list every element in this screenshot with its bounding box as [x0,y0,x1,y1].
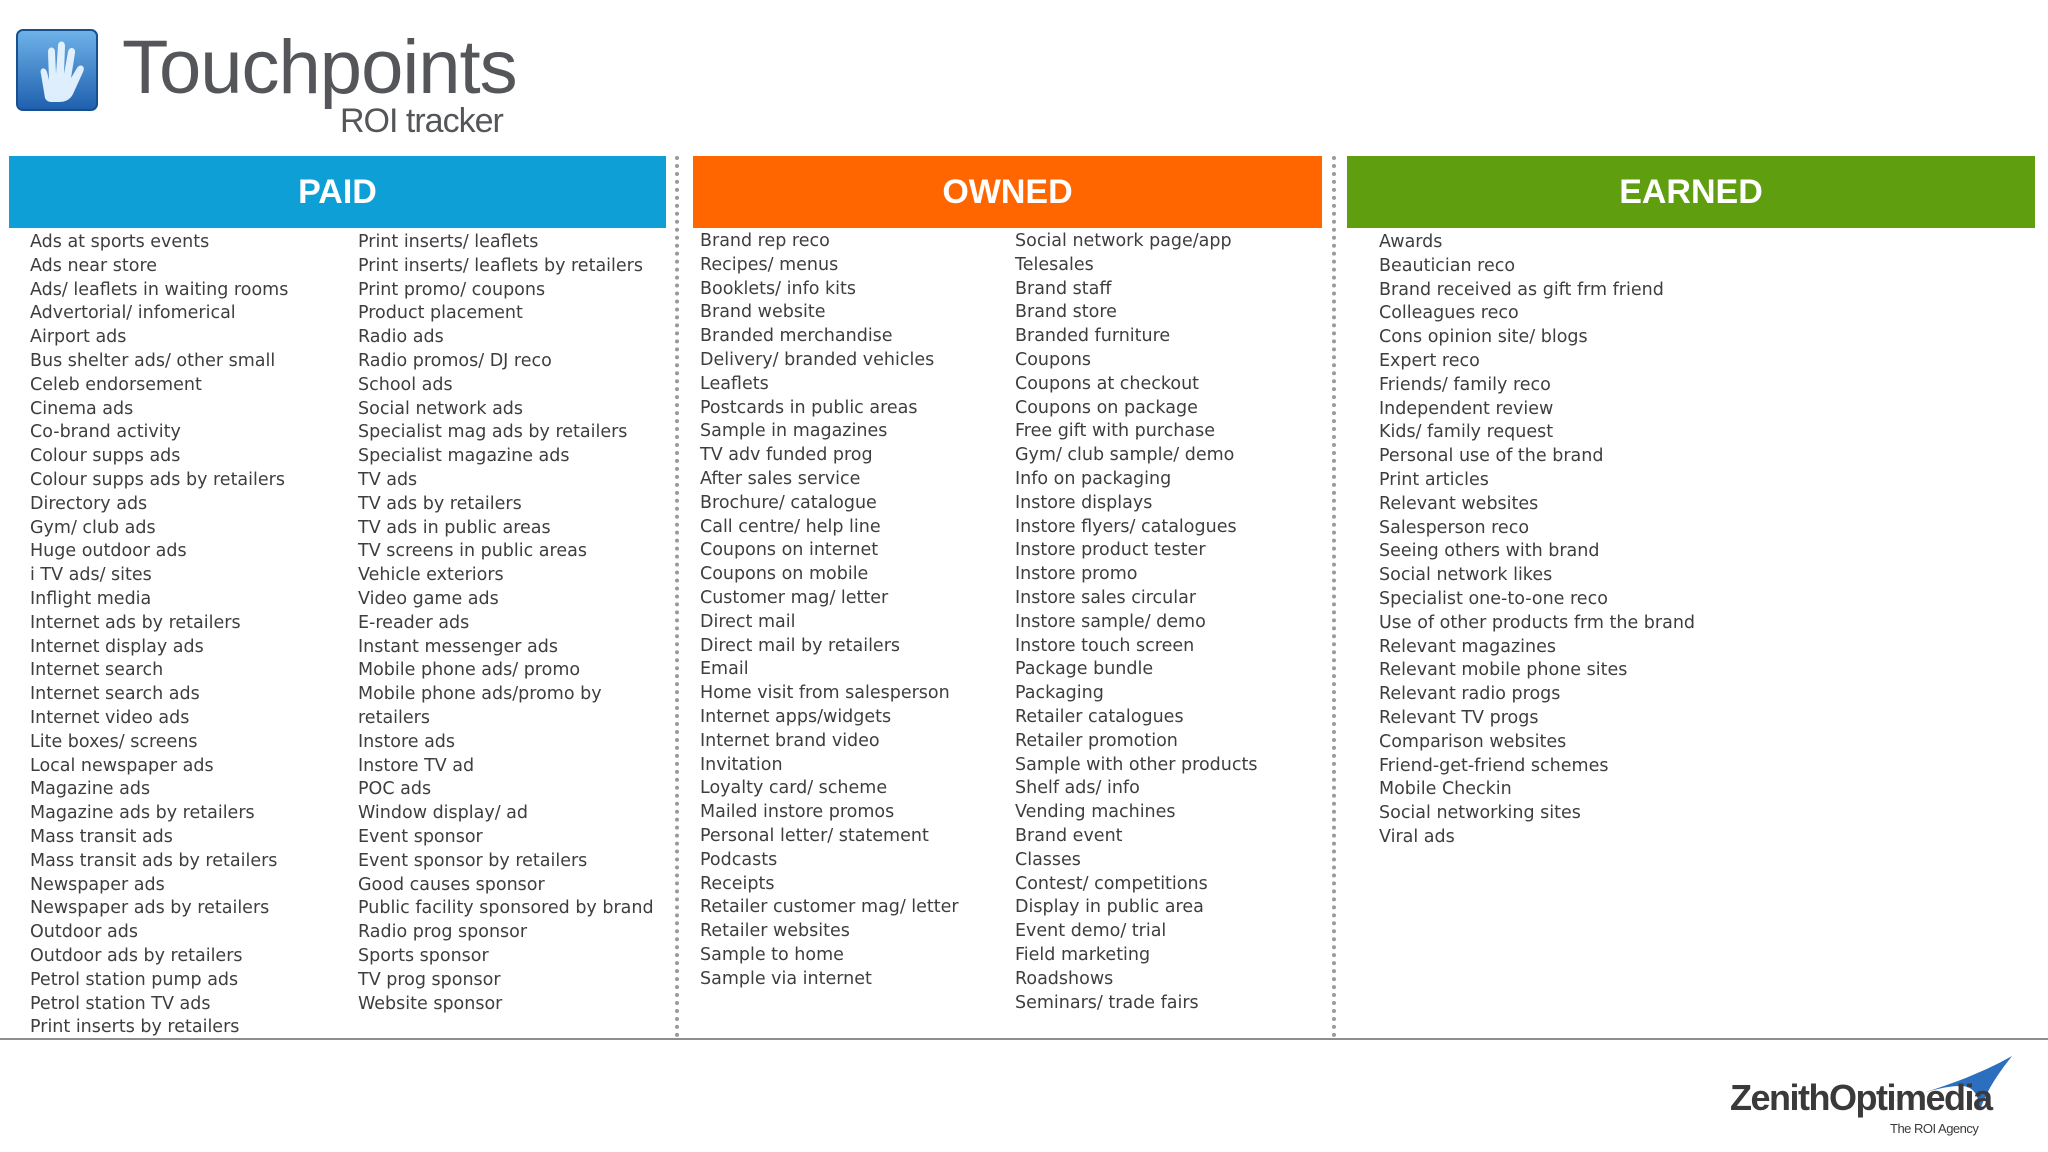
list-item: Receipts [700,873,775,894]
list-item: Mass transit ads by retailers [30,850,278,871]
list-item: TV ads by retailers [358,493,522,514]
list-item: Sample via internet [700,968,872,989]
list-item: Seeing others with brand [1379,541,1600,562]
list-item: Event sponsor by retailers [358,850,588,871]
list-item: Specialist mag ads by retailers [358,422,628,443]
list-item: Relevant magazines [1379,636,1556,657]
list-item: Vending machines [1015,802,1176,823]
list-item: Instant messenger ads [358,636,558,657]
list-item: Cinema ads [30,398,134,419]
list-item: Coupons on mobile [700,564,869,585]
list-item: Free gift with purchase [1015,421,1215,442]
list-item: Salesperson reco [1379,517,1530,538]
list-item: Retailer catalogues [1015,706,1184,727]
list-item: Personal letter/ statement [700,825,929,846]
list-item: Window display/ ad [358,803,528,824]
list-item: POC ads [358,779,432,800]
list-item: Seminars/ trade fairs [1015,992,1199,1013]
list-item: Brand received as gift frm friend [1379,279,1664,300]
earned-header [1347,156,2035,228]
list-item: Print articles [1379,469,1489,490]
list-item: Relevant radio progs [1379,684,1561,705]
list-item: Relevant mobile phone sites [1379,660,1628,681]
list-item: Display in public area [1015,897,1204,918]
paid-list-column-2 [358,231,654,1016]
list-item: Retailer customer mag/ letter [700,897,959,918]
column-divider [1332,156,1336,1038]
list-item: Use of other products frm the brand [1379,612,1696,633]
list-item: Print inserts/ leaflets [358,232,539,252]
owned-list-column-1 [700,230,959,992]
list-item: Radio ads [358,327,444,348]
list-item: Friend-get-friend schemes [1379,755,1609,776]
list-item: Advertorial/ infomerical [30,303,236,324]
list-item: Mobile Checkin [1379,779,1512,800]
list-item: Shelf ads/ info [1015,778,1140,799]
list-item: Package bundle [1015,659,1154,680]
list-item: Social networking sites [1379,803,1581,824]
owned-header-label: OWNED [942,172,1073,211]
list-item: Ads at sports events [30,232,210,252]
list-item: Brand staff [1015,278,1112,299]
list-item: Mobile phone ads/promo by [358,684,602,705]
list-item: Radio prog sponsor [358,922,528,943]
list-item: Relevant TV progs [1379,707,1539,728]
list-item: Social network likes [1379,565,1553,586]
list-item: TV ads [358,469,418,490]
list-item: Outdoor ads [30,922,138,943]
list-item: Colour supps ads by retailers [30,469,285,490]
list-item: Direct mail [700,611,796,632]
list-item: Friends/ family reco [1379,374,1551,395]
list-item: Print promo/ coupons [358,279,546,300]
list-item: Classes [1015,849,1081,870]
paid-header-label: PAID [298,172,377,211]
owned-header [693,156,1322,228]
list-item: Podcasts [700,849,778,870]
list-item: Social network page/app [1015,231,1232,251]
list-item: Contest/ competitions [1015,873,1208,894]
list-item: Event sponsor [358,826,483,847]
list-item: Brochure/ catalogue [700,492,877,513]
list-item: Viral ads [1379,826,1455,847]
brand-title: Touchpoints [122,25,517,110]
list-item: Personal use of the brand [1379,446,1604,467]
list-item: Awards [1379,232,1443,252]
list-item: Direct mail by retailers [700,635,901,656]
footer-divider [0,1038,2048,1040]
list-item: Internet search [30,660,164,681]
list-item: Radio promos/ DJ reco [358,350,552,371]
list-item: TV adv funded prog [700,445,873,466]
brand-subtitle: ROI tracker [340,102,503,140]
list-item: Call centre/ help line [700,516,881,537]
list-item: Print inserts by retailers [30,1017,240,1038]
list-item: Internet apps/widgets [700,706,892,727]
list-item: Coupons [1015,349,1092,370]
list-item: Leaflets [700,373,769,394]
list-item: Event demo/ trial [1015,921,1167,942]
list-item: Ads near store [30,255,158,276]
list-item: Cons opinion site/ blogs [1379,327,1588,348]
list-item: Newspaper ads by retailers [30,898,270,919]
list-item: Instore ads [358,731,456,752]
list-item: Directory ads [30,493,148,514]
list-item: Good causes sponsor [358,874,545,895]
list-item: Retailer websites [700,921,850,942]
list-item: Internet display ads [30,636,204,657]
list-item: Invitation [700,754,783,775]
list-item: Coupons at checkout [1015,373,1200,394]
list-item: Bus shelter ads/ other small [30,350,276,371]
list-item: Brand rep reco [700,231,830,251]
list-item: Branded furniture [1015,326,1171,347]
list-item: Inflight media [30,588,152,609]
list-item: Newspaper ads [30,874,165,895]
list-item: Petrol station pump ads [30,969,239,990]
list-item: TV prog sponsor [358,969,501,990]
list-item: Instore promo [1015,564,1138,585]
list-item: Specialist one-to-one reco [1379,588,1608,609]
list-item: Co-brand activity [30,422,181,443]
list-item: Gym/ club ads [30,517,156,538]
list-item: Field marketing [1015,944,1151,965]
list-item: Instore displays [1015,492,1153,513]
list-item: Comparison websites [1379,731,1567,752]
owned-list-column-2 [1015,230,1257,1015]
list-item: Expert reco [1379,350,1480,371]
list-item: Loyalty card/ scheme [700,778,888,799]
list-item: Independent review [1379,398,1554,419]
company-tagline: The ROI Agency [1890,1121,1979,1136]
list-item: Airport ads [30,327,127,348]
list-item: Recipes/ menus [700,254,839,275]
list-item: School ads [358,374,453,395]
list-item: Local newspaper ads [30,755,214,776]
list-item: TV screens in public areas [358,541,587,562]
list-item: Coupons on package [1015,397,1198,418]
list-item: Magazine ads [30,779,151,800]
list-item: Internet search ads [30,684,200,705]
list-item: Email [700,659,749,680]
list-item: TV ads in public areas [358,517,551,538]
list-item: Colour supps ads [30,446,181,467]
list-item: Retailer promotion [1015,730,1178,751]
list-item: Product placement [358,303,523,324]
list-item: Brand website [700,302,826,323]
list-item: E-reader ads [358,612,470,633]
paid-header [9,156,666,228]
list-item: Specialist magazine ads [358,446,570,467]
list-item: Lite boxes/ screens [30,731,198,752]
earned-list-column [1379,231,1695,850]
list-item: Vehicle exteriors [358,565,504,586]
list-item: Internet ads by retailers [30,612,241,633]
list-item: Sample to home [700,944,844,965]
list-item: Coupons on internet [700,540,879,561]
list-item: Instore product tester [1015,540,1206,561]
list-item: Mass transit ads [30,826,173,847]
list-item: Telesales [1015,254,1094,275]
list-item: Brand event [1015,825,1123,846]
list-item: Website sponsor [358,993,503,1014]
list-item: Gym/ club sample/ demo [1015,445,1235,466]
list-item: Mobile phone ads/ promo [358,660,581,681]
list-item: Public facility sponsored by brand [358,898,654,919]
list-item: Brand store [1015,302,1117,323]
paid-list-column-1 [30,231,288,1040]
list-item: Petrol station TV ads [30,993,211,1014]
list-item: Internet video ads [30,707,190,728]
list-item: Sports sponsor [358,945,489,966]
list-item: Instore sales circular [1015,587,1197,608]
list-item: Mailed instore promos [700,802,895,823]
list-item: Internet brand video [700,730,880,751]
list-item: Print inserts/ leaflets by retailers [358,255,643,276]
list-item: Instore flyers/ catalogues [1015,516,1237,537]
list-item: Branded merchandise [700,326,893,347]
column-divider [675,156,679,1038]
list-item: Magazine ads by retailers [30,803,255,824]
hand-icon [15,28,99,112]
list-item: Outdoor ads by retailers [30,945,243,966]
list-item: Colleagues reco [1379,303,1519,324]
list-item: Customer mag/ letter [700,587,889,608]
company-logo: ZenithOptimedia [1730,1077,1992,1118]
list-item: Social network ads [358,398,524,419]
list-item: Beautician reco [1379,255,1516,276]
list-item: Celeb endorsement [30,374,202,395]
list-item: Video game ads [358,588,499,609]
list-item: Huge outdoor ads [30,541,187,562]
list-item: Packaging [1015,683,1104,704]
list-item: Home visit from salesperson [700,683,950,704]
list-item: Instore sample/ demo [1015,611,1206,632]
list-item: i TV ads/ sites [30,565,152,586]
list-item: Kids/ family request [1379,422,1554,443]
list-item: Sample in magazines [700,421,888,442]
list-item: Booklets/ info kits [700,278,856,299]
earned-header-label: EARNED [1619,172,1763,211]
list-item: retailers [358,707,430,728]
list-item: Ads/ leaflets in waiting rooms [30,279,289,300]
list-item: Postcards in public areas [700,397,918,418]
list-item: Relevant websites [1379,493,1539,514]
list-item: Roadshows [1015,968,1114,989]
list-item: Delivery/ branded vehicles [700,349,935,370]
list-item: Info on packaging [1015,468,1172,489]
list-item: Instore touch screen [1015,635,1195,656]
list-item: After sales service [700,468,861,489]
list-item: Instore TV ad [358,755,475,776]
list-item: Sample with other products [1015,754,1258,775]
